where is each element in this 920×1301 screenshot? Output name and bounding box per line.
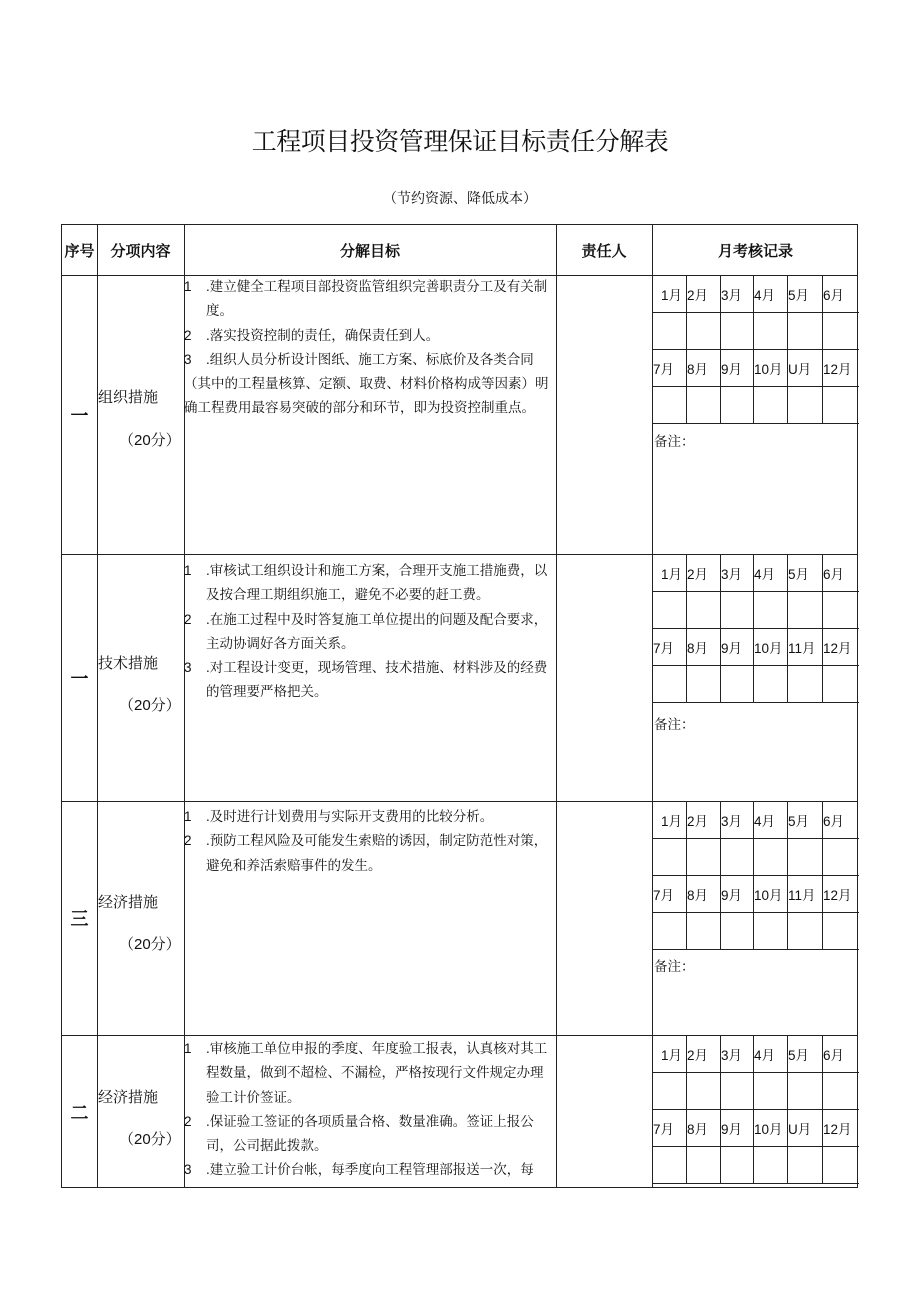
- header-content: 分项内容: [110, 242, 171, 260]
- section-score: （20分）: [119, 936, 181, 953]
- month-label: 5月: [788, 567, 810, 582]
- grid-line: [652, 665, 859, 666]
- month-label: 10月: [754, 641, 783, 656]
- month-label: 2月: [687, 288, 709, 303]
- header-seq: 序号: [64, 242, 95, 260]
- section-score: （20分）: [119, 1131, 181, 1148]
- section-seq: 一: [70, 405, 89, 426]
- month-label: 3月: [721, 1048, 743, 1063]
- month-label: 9月: [721, 1122, 743, 1137]
- month-label: 4月: [754, 288, 776, 303]
- section-seq: 三: [70, 909, 89, 929]
- header-goals: 分解目标: [339, 242, 400, 260]
- month-label: 2月: [687, 814, 709, 829]
- grid-line: [652, 423, 859, 424]
- month-label: 10月: [754, 888, 783, 903]
- grid-line: [652, 386, 859, 387]
- month-label: 9月: [721, 888, 743, 903]
- month-label: 7月: [653, 1122, 675, 1137]
- month-label: 10月: [754, 1122, 783, 1137]
- grid-line: [652, 1183, 859, 1184]
- goal-item: 1 .及时进行计划费用与实际开支费用的比较分析。: [184, 809, 494, 824]
- month-label: 8月: [687, 1122, 709, 1137]
- grid-line: [652, 1109, 859, 1110]
- section-content: [97, 801, 184, 1035]
- month-label: 8月: [687, 362, 709, 377]
- month-label: 6月: [823, 1048, 845, 1063]
- section-name: 组织措施: [98, 389, 159, 406]
- section-goals: [184, 1037, 556, 1183]
- grid-line: [652, 628, 859, 629]
- month-label: 4月: [754, 567, 776, 582]
- page-title: 工程项目投资管理保证目标责任分解表: [251, 128, 669, 156]
- month-label: U月: [788, 1122, 812, 1137]
- grid-line: [652, 912, 859, 913]
- grid-line: [652, 1072, 859, 1073]
- header-monthly: 月考核记录: [717, 242, 793, 260]
- section-content: [97, 275, 184, 554]
- grid-line: [652, 591, 859, 592]
- month-label: 6月: [823, 567, 845, 582]
- month-label: 6月: [823, 288, 845, 303]
- month-label: 5月: [788, 288, 810, 303]
- goal-item: 1 .审核试工组织设计和施工方案，合理开支施工措施费，以及按合理工期组织施工，避免不必要的赶工费。: [184, 563, 548, 603]
- note-label: 备注：: [654, 717, 695, 732]
- month-label: 12月: [823, 641, 852, 656]
- month-label: 5月: [788, 814, 810, 829]
- header-owner: 责任人: [581, 242, 627, 260]
- goal-item: 3 .对工程设计变更，现场管理、技术措施、材料涉及的经费的管理要严格把关。: [184, 660, 548, 700]
- grid-line: [652, 838, 859, 839]
- month-label: 6月: [823, 814, 845, 829]
- month-label: 7月: [653, 888, 675, 903]
- responsibility-table: [61, 224, 858, 1188]
- column-divider: [556, 225, 557, 1187]
- section-seq: 一: [70, 668, 89, 689]
- month-label: 2月: [687, 567, 709, 582]
- grid-line: [652, 949, 859, 950]
- month-label: 7月: [653, 641, 675, 656]
- month-label: 8月: [687, 641, 709, 656]
- goal-item: 2 .落实投资控制的责任，确保责任到人。: [184, 327, 440, 343]
- section-content: [97, 1035, 184, 1189]
- goal-item: 2 .预防工程风险及可能发生索赔的诱因，制定防范性对策，避免和养活索赔事件的发生。: [184, 833, 548, 873]
- month-label: 1月: [661, 567, 683, 582]
- goal-item: 2 .在施工过程中及时答复施工单位提出的问题及配合要求，主动协调好各方面关系。: [184, 611, 548, 651]
- month-label: 5月: [788, 1048, 810, 1063]
- grid-line: [652, 1146, 859, 1147]
- month-label: 9月: [721, 362, 743, 377]
- goal-item: 3 .建立验工计价台帐，每季度向工程管理部报送一次，每: [184, 1162, 534, 1178]
- month-label: 1月: [661, 288, 683, 303]
- note-label: 备注：: [654, 959, 695, 974]
- month-label: 12月: [823, 362, 852, 377]
- month-label: 1月: [661, 1048, 683, 1063]
- section-goals: [184, 275, 556, 421]
- section-content: [97, 554, 184, 801]
- grid-line: [652, 349, 859, 350]
- month-label: 12月: [823, 888, 852, 903]
- grid-line: [652, 312, 859, 313]
- month-label: 3月: [721, 288, 743, 303]
- month-label: 8月: [687, 888, 709, 903]
- section-goals: [184, 805, 556, 878]
- month-label: 11月: [788, 641, 816, 656]
- month-label: 7月: [653, 362, 675, 377]
- month-label: 10月: [754, 362, 783, 377]
- month-label: 4月: [754, 1048, 776, 1063]
- month-label: U月: [788, 362, 812, 377]
- month-label: 2月: [687, 1048, 709, 1063]
- month-label: 12月: [823, 1122, 852, 1137]
- section-goals: [184, 559, 556, 705]
- section-name: 经济措施: [98, 894, 159, 911]
- month-label: 3月: [721, 567, 743, 582]
- month-label: 9月: [721, 641, 743, 656]
- goal-item: 1 .建立健全工程项目部投资监管组织完善职责分工及有关制度。: [184, 279, 548, 319]
- section-name: 技术措施: [98, 655, 159, 672]
- grid-line: [652, 875, 859, 876]
- section-score: （20分）: [119, 697, 181, 714]
- month-label: 1月: [661, 814, 683, 829]
- section-name: 经济措施: [98, 1089, 159, 1106]
- section-score: （20分）: [119, 432, 181, 449]
- note-label: 备注：: [654, 434, 695, 449]
- month-label: 4月: [754, 814, 776, 829]
- goal-item: 2 .保证验工签证的各项质量合格、数量准确。签证上报公司，公司据此拨款。: [184, 1113, 534, 1154]
- month-label: 11月: [788, 888, 816, 903]
- grid-line: [652, 702, 859, 703]
- goal-item: 3 .组织人员分析设计图纸、施工方案、标底价及各类合同（其中的工程量核算、定额、取费、材料价格构成等因素）明确工程费用最容易突破的部分和环节，即为投资控制重点。: [184, 351, 549, 416]
- page-subtitle: （节约资源、降低成本）: [383, 190, 537, 206]
- section-seq: 二: [70, 1103, 89, 1123]
- month-label: 3月: [721, 814, 743, 829]
- goal-item: 1 .审核施工单位申报的季度、年度验工报表，认真核对其工程数量，做到不超检、不漏检，严格按现行文件规定办理验工计价签证。: [184, 1041, 548, 1105]
